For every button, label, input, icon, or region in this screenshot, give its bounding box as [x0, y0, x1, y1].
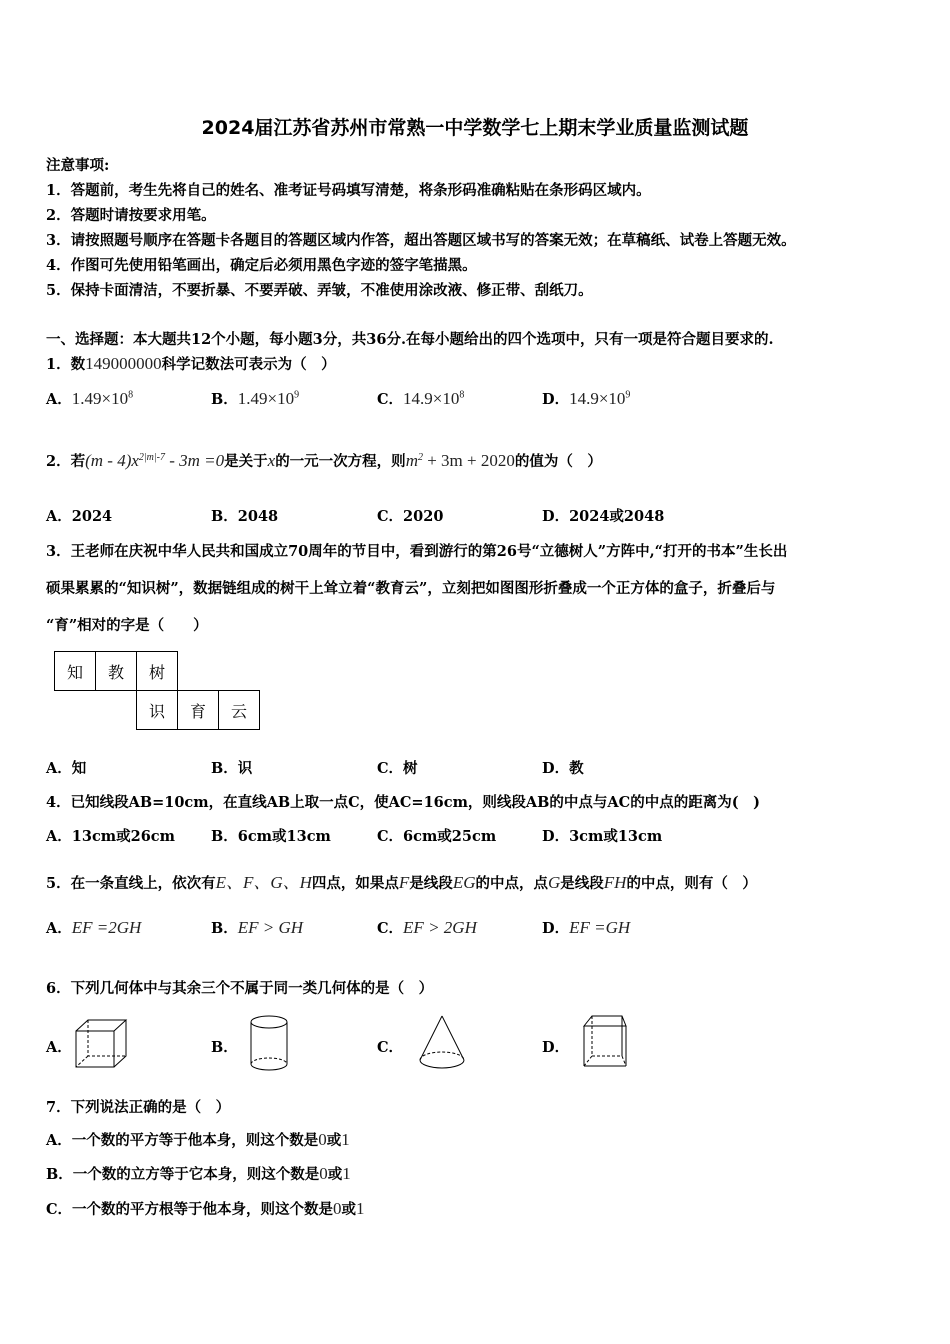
question-7: 7．下列说法正确的是（ ）: [46, 1099, 231, 1116]
net-cell: 树: [137, 652, 178, 691]
q1-option-d[interactable]: D．$14.9\times 10^9$: [542, 389, 631, 408]
q4-option-b[interactable]: B．6cm或13cm: [211, 828, 331, 845]
q6-option-d[interactable]: D．: [542, 1039, 570, 1056]
notice-item: 5．保持卡面清洁，不要折暴、不要弄破、弄皱，不准使用涂改液、修正带、刮纸刀。: [46, 282, 593, 299]
q3-option-a[interactable]: A．知: [46, 760, 87, 777]
q1-option-b[interactable]: B．$1.49\times 10^9$: [211, 389, 300, 408]
q7-option-b[interactable]: B．一个数的立方等于它本身，则这个数是0或1: [46, 1164, 351, 1183]
cube-net: [54, 651, 260, 730]
q1-option-c[interactable]: C．$14.9\times 10^8$: [377, 389, 465, 408]
question-1: 1．数149000000科学记数法可表示为（ ）: [46, 354, 336, 373]
q2-option-c[interactable]: C．2020: [377, 508, 444, 525]
net-cell: 知: [55, 652, 96, 691]
question-3-line-2: 硕果累累的“知识树”，数据链组成的树干上耸立着“教育云”，立刻把如图图形折叠成一个正方体的盒子，折叠后与: [46, 580, 776, 597]
q1-option-a[interactable]: A．$1.49\times 10^8$: [46, 389, 134, 408]
q3-option-b[interactable]: B．识: [211, 760, 253, 777]
q2-option-d[interactable]: D．2024或2048: [542, 508, 665, 525]
notice-item: 3．请按照题号顺序在答题卡各题目的答题区域内作答，超出答题区域书写的答案无效；在草稿纸、试卷上答题无效。: [46, 232, 796, 249]
prism-icon: [580, 1012, 630, 1070]
net-cell: 云: [219, 691, 260, 730]
q6-option-b[interactable]: B．: [211, 1039, 238, 1056]
notice-item: 1．答题前，考生先将自己的姓名、准考证号码填写清楚，将条形码准确粘贴在条形码区域内。: [46, 182, 651, 199]
notice-heading: 注意事项:: [46, 157, 110, 174]
q4-option-c[interactable]: C．6cm或25cm: [377, 828, 497, 845]
q3-option-d[interactable]: D．教: [542, 760, 584, 777]
section-heading: 一、选择题：本大题共12个小题，每小题3分，共36分.在每小题给出的四个选项中，只有一项是符合题目要求的.: [46, 331, 774, 348]
q6-option-c[interactable]: C．: [377, 1039, 404, 1056]
q5-option-a[interactable]: A．EF =2GH: [46, 918, 142, 937]
net-cell: 育: [178, 691, 219, 730]
q3-option-c[interactable]: C．树: [377, 760, 418, 777]
notice-item: 2．答题时请按要求用笔。: [46, 207, 216, 224]
question-3-line-3: “育”相对的字是（ ）: [46, 617, 208, 634]
q5-option-c[interactable]: C．EF > 2GH: [377, 918, 477, 937]
q4-option-a[interactable]: A．13cm或26cm: [46, 828, 175, 845]
q2-option-a[interactable]: A．2024: [46, 508, 113, 525]
question-5: 5．在一条直线上，依次有E、F、G、H四点，如果点F是线段EG的中点，点G是线段FH的中点，则有（ ）: [46, 873, 757, 892]
net-cell: 识: [137, 691, 178, 730]
question-6: 6．下列几何体中与其余三个不属于同一类几何体的是（ ）: [46, 980, 434, 997]
q7-option-c[interactable]: C．一个数的平方根等于他本身，则这个数是0或1: [46, 1199, 365, 1218]
question-3-line-1: 3．王老师在庆祝中华人民共和国成立70周年的节目中，看到游行的第26号“立德树人”方阵中,“打开的书本”生长出: [46, 543, 788, 560]
cone-icon: [416, 1014, 468, 1072]
net-cell: 教: [96, 652, 137, 691]
q5-option-b[interactable]: B．EF > GH: [211, 918, 304, 937]
notice-item: 4．作图可先使用铅笔画出，确定后必须用黑色字迹的签字笔描黑。: [46, 257, 477, 274]
page-title: 2024届江苏省苏州市常熟一中学数学七上期末学业质量监测试题: [201, 117, 749, 139]
question-2: 2．若$(m - 4)x^{2|m|-7} - 3m =0$是关于x的一元一次方程，则$m^2 + 3m + 2020$的值为（ ）: [46, 451, 602, 470]
q6-option-a[interactable]: A．: [46, 1039, 72, 1056]
q7-option-a[interactable]: A．一个数的平方等于他本身，则这个数是0或1: [46, 1130, 350, 1149]
cube-icon: [74, 1018, 128, 1070]
q5-option-d[interactable]: D．EF =GH: [542, 918, 631, 937]
q4-option-d[interactable]: D．3cm或13cm: [542, 828, 663, 845]
q2-option-b[interactable]: B．2048: [211, 508, 279, 525]
cylinder-icon: [249, 1014, 291, 1072]
question-4: 4．已知线段AB=10cm，在直线AB上取一点C，使AC=16cm，则线段AB的中点与AC的中点的距离为( ): [46, 794, 760, 811]
